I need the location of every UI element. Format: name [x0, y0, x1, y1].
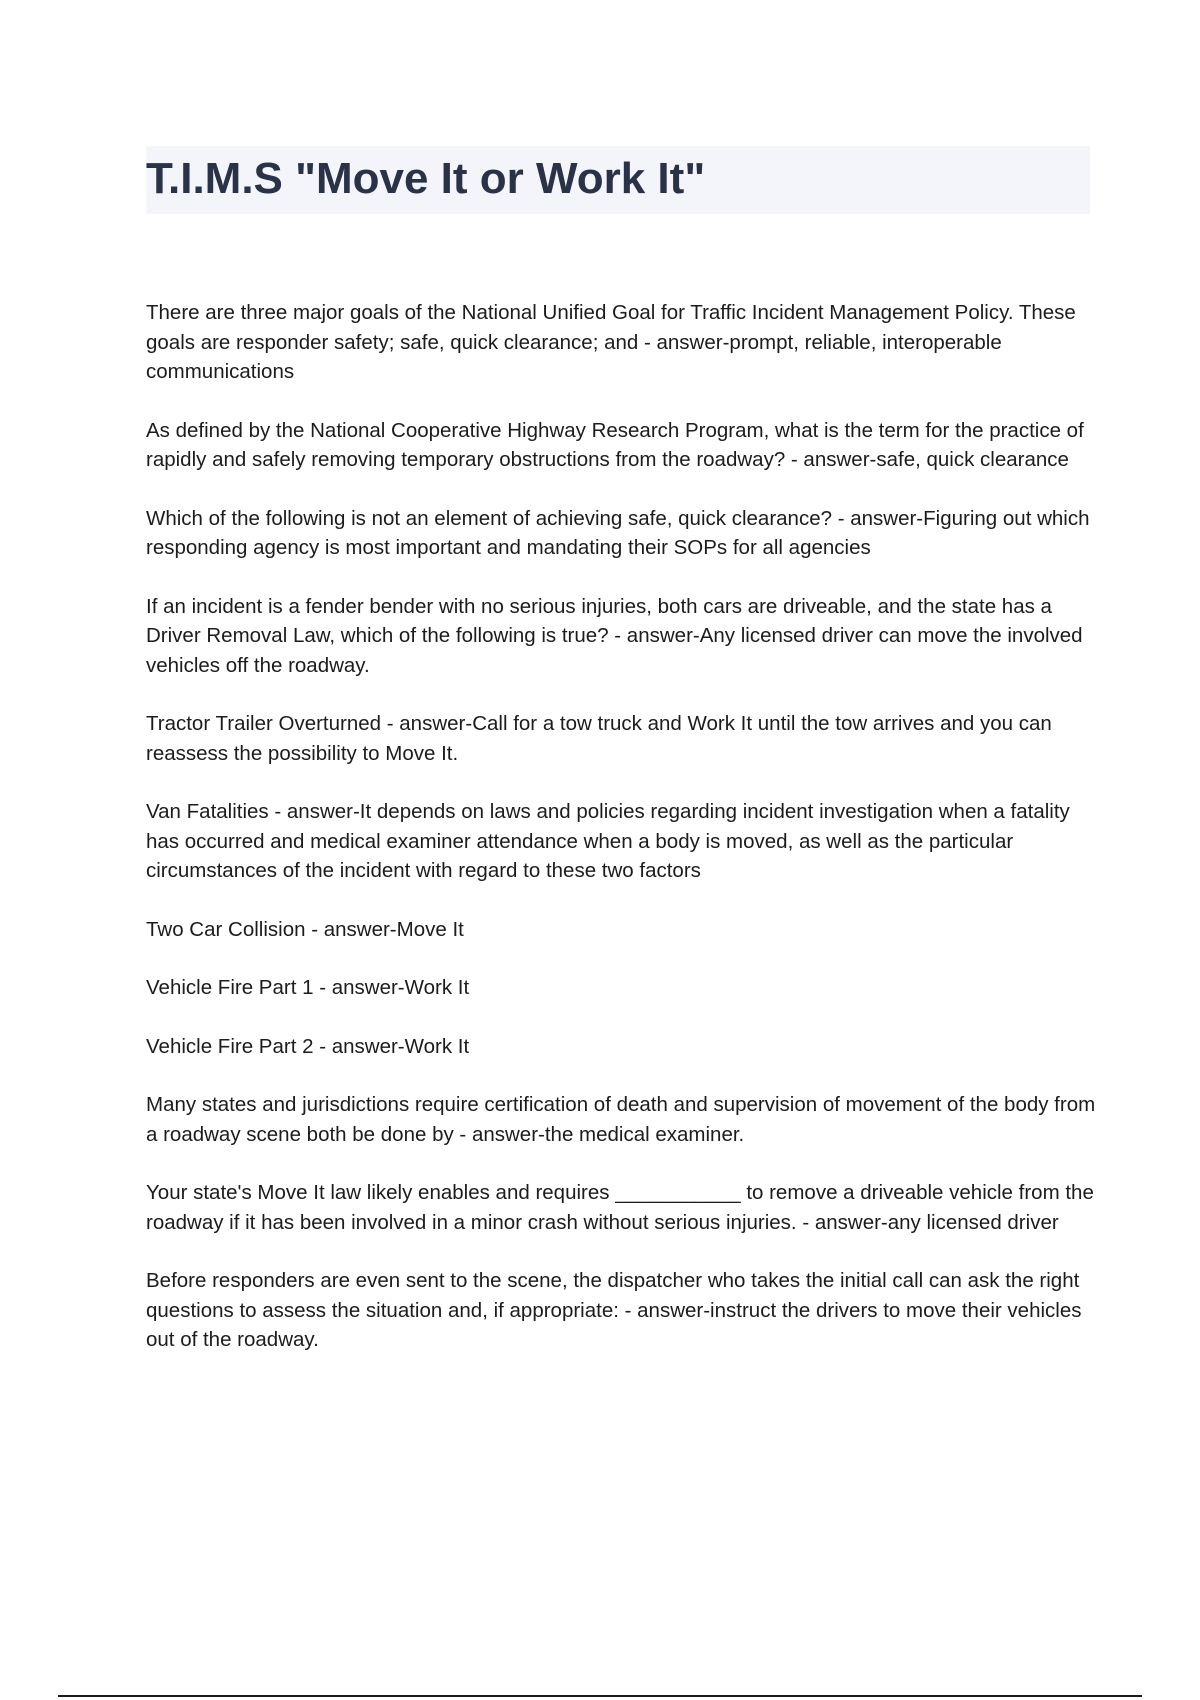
- qa-entry-4: If an incident is a fender bender with no serious injuries, both cars are driveable, and the state has a Driver Removal Law, which of the following is true? - answer-Any licensed driver can move the involved vehicles off the roadway.: [146, 594, 1083, 677]
- qa-entry-10: Many states and jurisdictions require certification of death and supervision of movement of the body from a roadway scene both be done by - answer-the medical examiner.: [146, 1093, 1096, 1146]
- bottom-rule: [58, 1695, 1142, 1697]
- qa-list: [146, 298, 1096, 1384]
- qa-entry-12: Before responders are even sent to the scene, the dispatcher who takes the initial call can ask the right questions to assess the situation and, if appropriate: - answer-instruct the drivers to move their vehicles out of the roadway.: [146, 1269, 1082, 1351]
- page-title: T.I.M.S "Move It or Work It": [146, 154, 706, 203]
- qa-entry-7: Two Car Collision - answer-Move It: [146, 917, 464, 941]
- qa-entry-8: Vehicle Fire Part 1 - answer-Work It: [146, 976, 470, 999]
- qa-entry-3: Which of the following is not an element of achieving safe, quick clearance? - answer-Figuring out which responding agency is most important and mandating their SOPs for all agencies: [146, 506, 1090, 559]
- title-band: [146, 146, 1090, 214]
- qa-entry-1: There are three major goals of the National Unified Goal for Traffic Incident Management Policy. These goals are responder safety; safe, quick clearance; and - answer-prompt, reliable, interoperable communications: [146, 301, 1076, 383]
- qa-entry-9: Vehicle Fire Part 2 - answer-Work It: [146, 1034, 470, 1058]
- qa-entry-2: As defined by the National Cooperative Highway Research Program, what is the term for the practice of rapidly and safely removing temporary obstructions from the roadway? - answer-safe, quick clearance: [146, 418, 1084, 471]
- qa-entry-6: Van Fatalities - answer-It depends on laws and policies regarding incident investigation when a fatality has occurred and medical examiner attendance when a body is moved, as well as the particular circumstances of the incident with regard to these two factors: [146, 800, 1070, 882]
- qa-entry-11: Your state's Move It law likely enables and requires ___________ to remove a driveable vehicle from the roadway if it has been involved in a minor crash without serious injuries. - answer-any licensed driver: [146, 1181, 1094, 1234]
- qa-entry-5: Tractor Trailer Overturned - answer-Call for a tow truck and Work It until the tow arrives and you can reassess the possibility to Move It.: [146, 712, 1052, 765]
